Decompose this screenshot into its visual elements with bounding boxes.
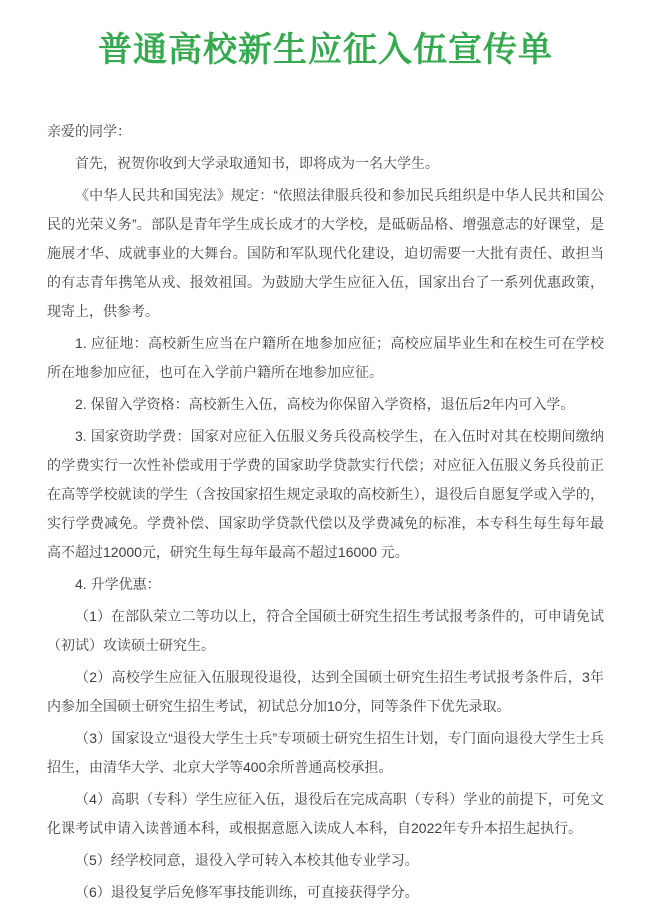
page-title: 普通高校新生应征入伍宣传单 [98, 32, 553, 69]
paragraph: （6）退役复学后免修军事技能训练，可直接获得学分。 [75, 884, 419, 900]
paragraph: 4. 升学优惠： [75, 576, 161, 592]
paragraph: 3. 国家资助学费：国家对应征入伍服义务兵役高校学生，在入伍时对其在校期间缴纳的学费实行一次性补偿或用于学费的国家助学贷款实行代偿；对应征入伍服义务兵役前正在高等学校就读的学生（含按国家招生规定录取的高校新生），退役后自愿复学或入学的，实行学费减免。学费补偿、国家助学贷款代偿以及学费减免的标准，本专科生每生每年最高不超过12000元，研究生每生每年最高不超过16000 元。 [47, 428, 604, 560]
paragraph: 《中华人民共和国宪法》规定：“依照法律服兵役和参加民兵组织是中华人民共和国公民的光荣义务”。部队是青年学生成长成才的大学校，是砥砺品格、增强意志的好课堂，是施展才华、成就事业的大舞台。国防和军队现代化建设，迫切需要一大批有责任、敢担当的有志青年携笔从戎、报效祖国。为鼓励大学生应征入伍，国家出台了一系列优惠政策，现寄上，供参考。 [47, 187, 604, 319]
paragraph: （4）高职（专科）学生应征入伍，退役后在完成高职（专科）学业的前提下，可免文化课考试申请入读普通本科，或根据意愿入读成人本科，自2022年专升本招生起执行。 [47, 791, 604, 836]
paragraph: 2. 保留入学资格：高校新生入伍，高校为你保留入学资格，退伍后2年内可入学。 [75, 396, 575, 412]
paragraph: 首先，祝贺你收到大学录取通知书，即将成为一名大学生。 [75, 155, 439, 171]
paragraph: （2）高校学生应征入伍服现役退役，达到全国硕士研究生招生考试报考条件后，3年内参加全国硕士研究生招生考试，初试总分加10分，同等条件下优先录取。 [47, 669, 604, 714]
paragraph: 亲爱的同学： [47, 123, 131, 139]
paragraph: （1）在部队荣立二等功以上，符合全国硕士研究生招生考试报考条件的，可申请免试（初试）攻读硕士研究生。 [47, 608, 604, 653]
paragraph: 1. 应征地：高校新生应当在户籍所在地参加应征；高校应届毕业生和在校生可在学校所在地参加应征，也可在入学前户籍所在地参加应征。 [47, 335, 604, 380]
paragraph: （3）国家设立“退役大学生士兵”专项硕士研究生招生计划，专门面向退役大学生士兵招生，由清华大学、北京大学等400余所普通高校承担。 [47, 730, 604, 775]
paragraph: （5）经学校同意，退役入学可转入本校其他专业学习。 [75, 852, 419, 868]
document-body [47, 117, 604, 907]
